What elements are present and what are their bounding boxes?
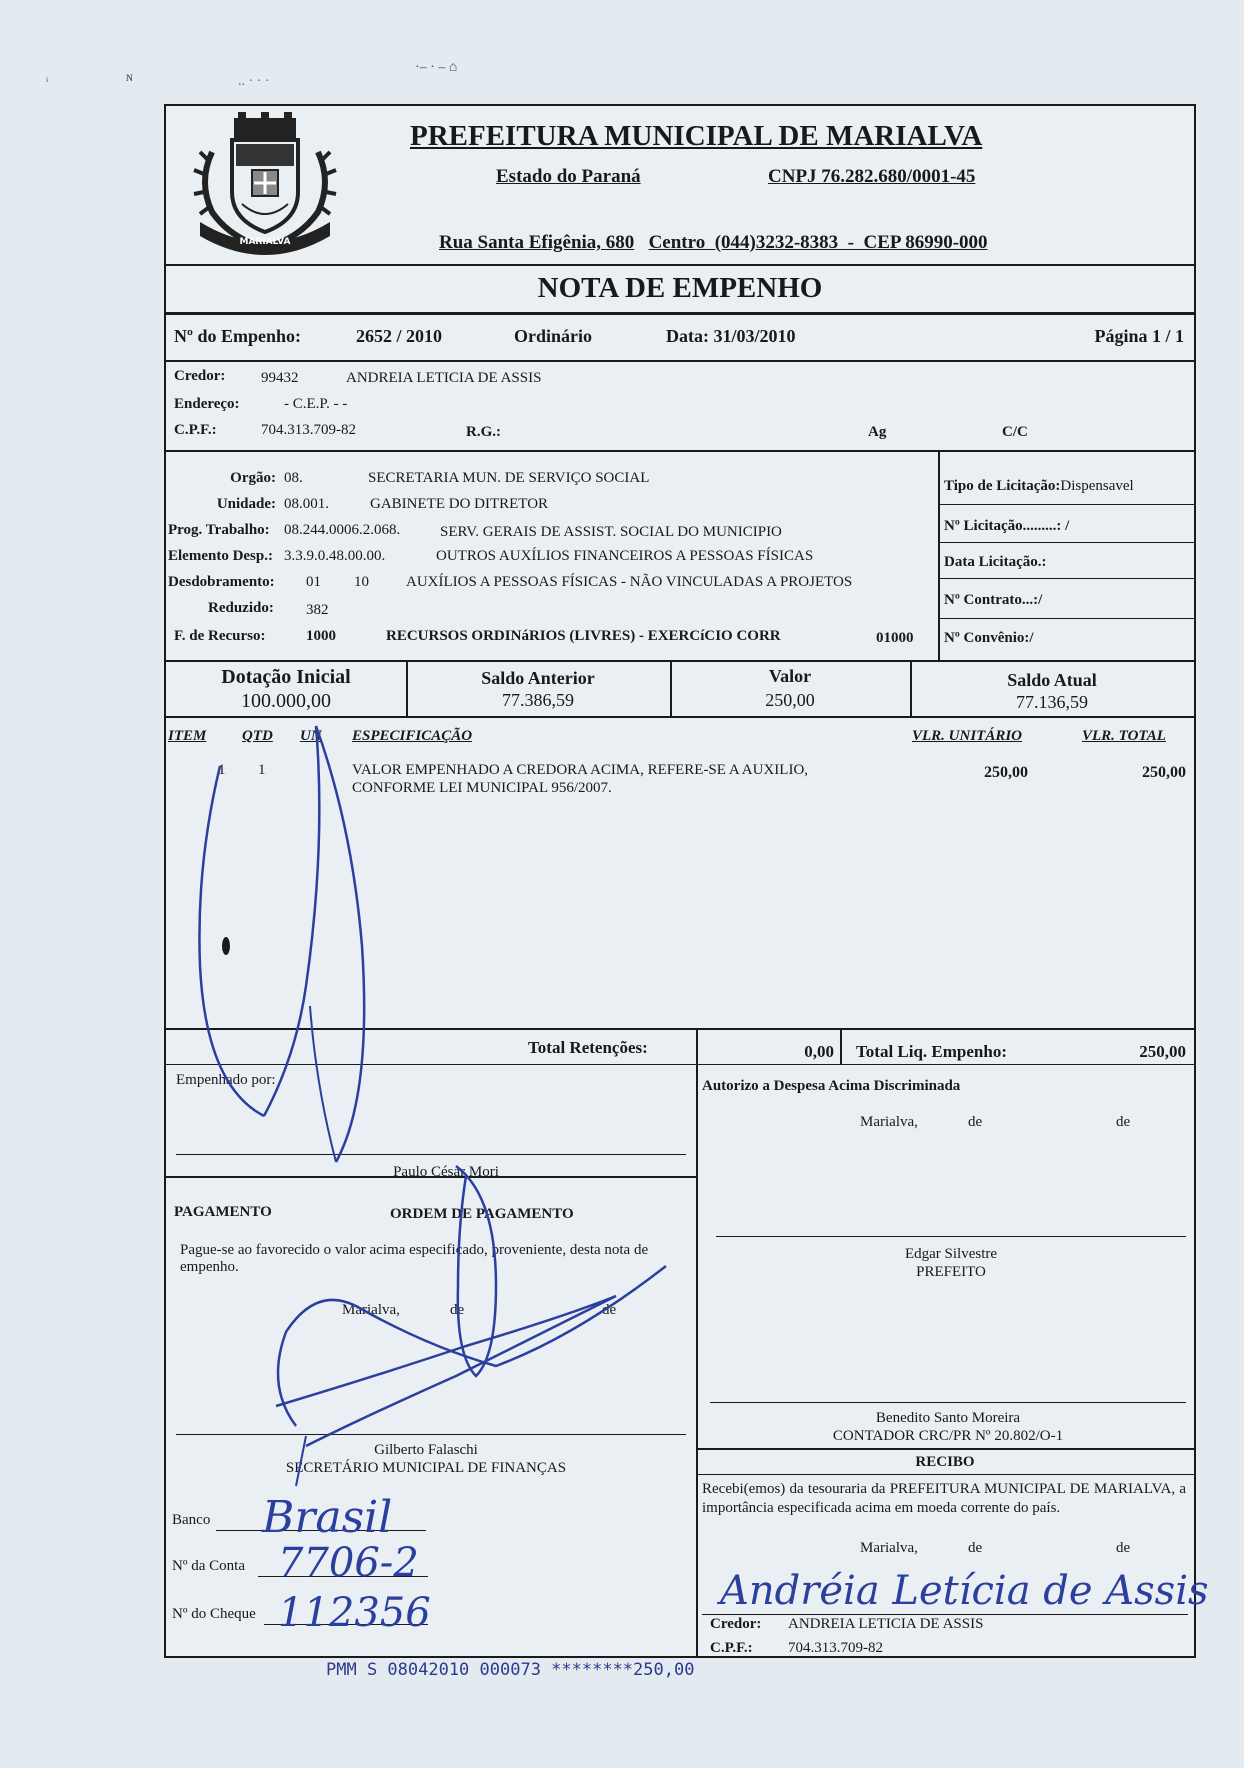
licitacao-numero: Nº Licitação.........: / [944, 518, 1070, 534]
prefeito-name: Edgar Silvestre [904, 1246, 998, 1262]
valor-label: Valor [768, 666, 812, 686]
total-retencoes-label: Total Retenções: [528, 1038, 648, 1057]
endereco-label: Endereço: [174, 396, 240, 412]
total-liquido-label: Total Liq. Empenho: [856, 1042, 1007, 1061]
row-vlr-unitario: 250,00 [984, 764, 1028, 781]
dotacao-label: Dotação Inicial [221, 666, 351, 688]
state-label: Estado do Paraná [496, 166, 641, 187]
col-header-especificacao: ESPECIFICAÇÃO [352, 728, 473, 744]
recibo-cpf-label: C.P.F.: [710, 1640, 753, 1656]
saldo-atual-value: 77.136,59 [1016, 692, 1088, 712]
total-retencoes-value: 0,00 [804, 1042, 834, 1061]
autorizo-de2: de [1116, 1114, 1131, 1130]
recibo-credor-value: ANDREIA LETICIA DE ASSIS [788, 1616, 984, 1632]
fonte-recurso-label: F. de Recurso: [174, 628, 266, 644]
nota-empenho-document [164, 104, 1209, 1658]
row-vlr-total: 250,00 [1142, 764, 1186, 781]
prefeito-role: PREFEITO [916, 1264, 986, 1280]
fonte-recurso-code: 1000 [306, 628, 336, 644]
row-desc-line1: VALOR EMPENHADO A CREDORA ACIMA, REFERE-SE A AUXILIO, [352, 762, 809, 778]
fonte-recurso-code2: 01000 [876, 630, 914, 646]
desdobramento-a: 01 [306, 574, 321, 590]
pagamento-city: Marialva, [342, 1302, 400, 1318]
cpf-label: C.P.F.: [174, 422, 217, 438]
page-number: Página 1 / 1 [1094, 326, 1184, 346]
desdobramento-label: Desdobramento: [168, 574, 275, 590]
col-header-qtd: QTD [242, 728, 273, 744]
empenho-date: Data: 31/03/2010 [666, 326, 796, 346]
ordem-pagamento-label: ORDEM DE PAGAMENTO [390, 1206, 574, 1222]
elemento-code: 3.3.9.0.48.00.00. [284, 548, 386, 564]
pagamento-de2: de [602, 1302, 617, 1318]
row-qtd: 1 [258, 762, 266, 778]
cc-label: C/C [1002, 424, 1028, 440]
saldo-atual-label: Saldo Atual [1007, 670, 1097, 690]
municipality-title: PREFEITURA MUNICIPAL DE MARIALVA [410, 120, 983, 152]
reduzido-label: Reduzido: [208, 600, 274, 616]
scan-mark-mid: ɴ [126, 70, 133, 85]
pagamento-text: Pague-se ao favorecido o valor acima especificado, proveniente, desta nota de empenho. [180, 1242, 649, 1275]
row-desc-line2: CONFORME LEI MUNICIPAL 956/2007. [352, 780, 612, 796]
reduzido-value: 382 [306, 602, 329, 618]
banco-label: Banco [172, 1512, 211, 1528]
elemento-label: Elemento Desp.: [168, 548, 273, 564]
credor-signature: Andréia Letícia de Assis [720, 1568, 1209, 1614]
pagamento-label: PAGAMENTO [174, 1204, 272, 1220]
autorizo-label: Autorizo a Despesa Acima Discriminada [702, 1078, 961, 1094]
elemento-desc: OUTROS AUXÍLIOS FINANCEIROS A PESSOAS FÍSICAS [436, 548, 814, 564]
cnpj-label: CNPJ 76.282.680/0001-45 [768, 166, 976, 187]
col-header-vlr-unitario: VLR. UNITÁRIO [912, 728, 1023, 744]
valor-value: 250,00 [765, 690, 815, 710]
prog-label: Prog. Trabalho: [168, 522, 270, 538]
cheque-label: Nº do Cheque [172, 1606, 256, 1622]
rg-label: R.G.: [466, 424, 501, 440]
convenio-numero: Nº Convênio:/ [944, 630, 1034, 646]
recibo-cpf-value: 704.313.709-82 [788, 1640, 883, 1656]
unidade-desc: GABINETE DO DITRETOR [370, 496, 549, 512]
seal-banner-text: MARIALVA [239, 237, 291, 247]
secretario-role: SECRETÁRIO MUNICIPAL DE FINANÇAS [285, 1460, 567, 1476]
fonte-recurso-desc: RECURSOS ORDINáRIOS (LIVRES) - EXERCíCIO CORR [386, 628, 781, 644]
total-liquido-value: 250,00 [1139, 1042, 1186, 1061]
banco-handwritten: Brasil [262, 1492, 393, 1543]
orgao-label: Orgão: [230, 470, 276, 486]
contrato-numero: Nº Contrato...:/ [944, 592, 1043, 608]
endereco-value: - C.E.P. - - [284, 396, 348, 412]
address-rest: Centro (044)3232-8383 - CEP 86990-000 [648, 232, 988, 253]
recibo-text: Recebi(emos) da tesouraria da PREFEITURA MUNICIPAL DE MARIALVA, a importância especificada acima em moeda corrente do país. [702, 1481, 1186, 1516]
scan-mark-dots: .. · · · [238, 74, 270, 89]
prog-code: 08.244.0006.2.068. [284, 522, 401, 538]
recibo-city: Marialva, [860, 1540, 918, 1556]
desdobramento-desc: AUXÍLIOS A PESSOAS FÍSICAS - NÃO VINCULADAS A PROJETOS [406, 574, 853, 590]
saldo-anterior-value: 77.386,59 [502, 690, 574, 710]
dotacao-value: 100.000,00 [241, 690, 331, 712]
row-item: 1 [218, 762, 226, 778]
cpf-value: 704.313.709-82 [261, 422, 356, 438]
empenhado-por-name: Paulo César Mori [393, 1164, 499, 1180]
col-header-un: UN [300, 728, 322, 744]
machine-stamp: PMM S 08042010 000073 ********250,00 [326, 1660, 695, 1680]
pen-annotations [166, 106, 1194, 1656]
credor-label: Credor: [174, 368, 226, 384]
contador-name: Benedito Santo Moreira [875, 1410, 1021, 1426]
empenhado-por-label: Empenhado por: [176, 1072, 276, 1088]
recibo-de2: de [1116, 1540, 1131, 1556]
unidade-code: 08.001. [284, 496, 329, 512]
desdobramento-b: 10 [354, 574, 369, 590]
empenho-number-label: Nº do Empenho: [174, 326, 301, 346]
credor-name: ANDREIA LETICIA DE ASSIS [346, 370, 542, 386]
secretario-name: Gilberto Falaschi [374, 1442, 478, 1458]
cheque-handwritten: 112356 [278, 1590, 431, 1636]
document-title: NOTA DE EMPENHO [537, 272, 823, 304]
ag-label: Ag [868, 424, 887, 440]
empenho-number: 2652 / 2010 [356, 326, 443, 346]
autorizo-city: Marialva, [860, 1114, 918, 1130]
conta-label: Nº da Conta [172, 1558, 245, 1574]
col-header-item: ITEM [168, 728, 207, 744]
unidade-label: Unidade: [216, 496, 276, 512]
saldo-anterior-label: Saldo Anterior [481, 668, 595, 688]
prog-desc: SERV. GERAIS DE ASSIST. SOCIAL DO MUNICIPIO [440, 524, 782, 540]
scan-mark-left: ᵢ [46, 70, 49, 85]
address-street: Rua Santa Efigênia, 680 [439, 232, 635, 253]
recibo-title: RECIBO [915, 1454, 975, 1470]
recibo-credor-label: Credor: [710, 1616, 762, 1632]
orgao-code: 08. [284, 470, 303, 486]
empenho-type: Ordinário [514, 326, 593, 346]
pagamento-de1: de [450, 1302, 465, 1318]
recibo-de1: de [968, 1540, 983, 1556]
orgao-desc: SECRETARIA MUN. DE SERVIÇO SOCIAL [368, 470, 650, 486]
licitacao-tipo: Tipo de Licitação:Dispensavel [944, 478, 1134, 494]
autorizo-de1: de [968, 1114, 983, 1130]
licitacao-data: Data Licitação.: [944, 554, 1047, 570]
contador-role: CONTADOR CRC/PR Nº 20.802/O-1 [832, 1428, 1064, 1444]
scan-mark-top: ·– · – ⌂ [415, 60, 458, 75]
col-header-vlr-total: VLR. TOTAL [1082, 728, 1166, 744]
credor-code: 99432 [261, 370, 299, 386]
conta-handwritten: 7706-2 [278, 1540, 419, 1586]
